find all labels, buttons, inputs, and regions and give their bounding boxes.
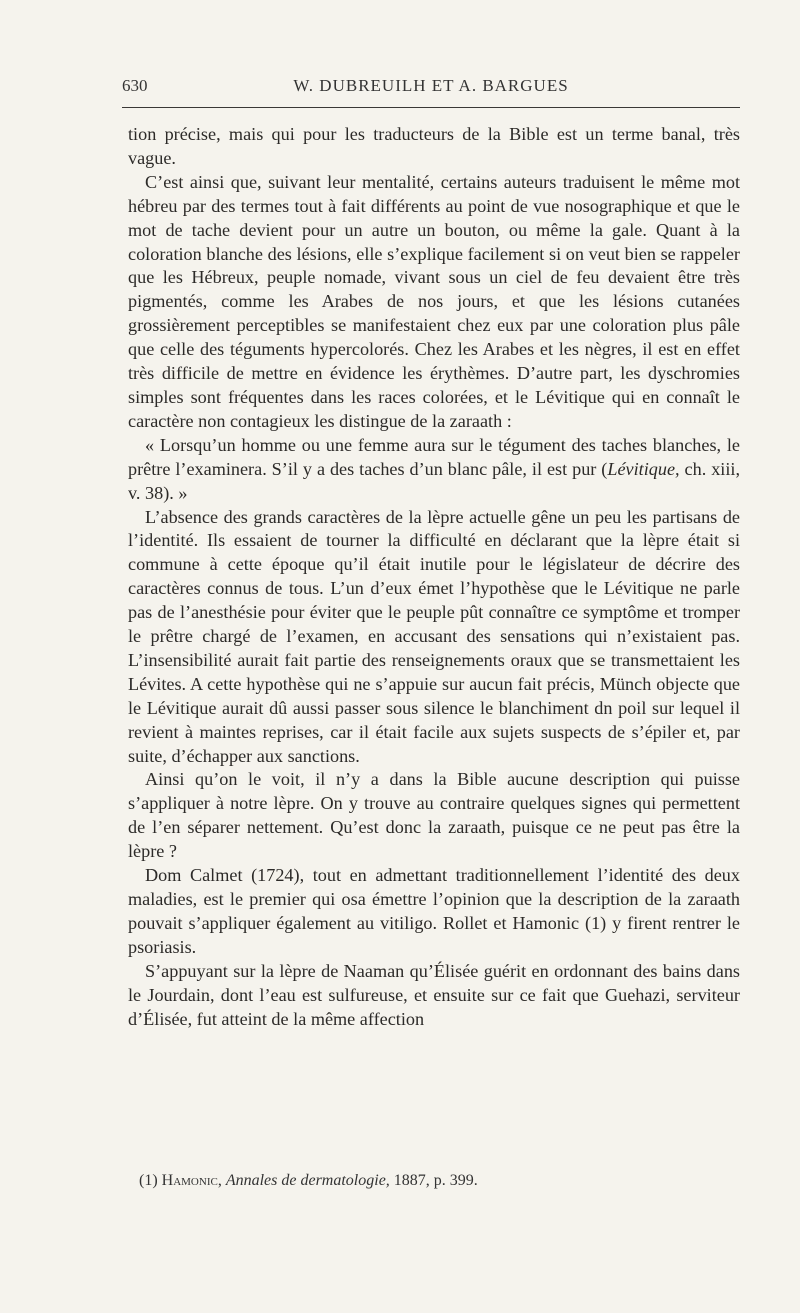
footnote (128, 1172, 740, 1190)
header-rule (122, 107, 740, 108)
page-header (122, 72, 740, 100)
paragraph: tion précise, mais qui pour les traducteurs de la Bible est un terme banal, très vague. (128, 124, 740, 168)
footnote-title: Annales de dermatologie, (225, 1172, 390, 1189)
paragraph-quotation (128, 434, 740, 506)
paragraph: Ainsi qu’on le voit, il n’y a dans la Bible aucune description qui puisse s’appliquer à notre lèpre. On y trouve au contraire quelques signes qui permettent de l’en séparer nettement. Qu’est donc la zaraath, puisque ce ne peut pas être la lèpre ? (128, 769, 740, 862)
footnote-author: Hamonic, (161, 1172, 222, 1189)
running-head: W. DUBREUILH ET A. BARGUES (293, 76, 569, 95)
footnote-details: 1887, p. 399. (393, 1172, 478, 1189)
quotation-ref: ch. xiii, v. 38). » (128, 458, 740, 503)
paragraph: C’est ainsi que, suivant leur mentalité, certains auteurs traduisent le même mot hébreu par des termes tout à fait différents au point de vue nosographique et que le mot de tache devient pour un autre un bouton, ou même la gale. Quant à la coloration blanche des lésions, elle s’explique facilement si on veut bien se rappeler que les Hébreux, peuple nomade, vivant sous un ciel de feu devaient être très pigmentés, comme les Arabes de nos jours, et que les lésions cutanées grossièrement perceptibles se manifestaient chez eux par une coloration plus pâle que celle des téguments hypercolorés. Chez les Arabes et les nègres, il est en effet très difficile de mettre en évidence les érythèmes. D’autre part, les dyschromies simples sont fréquentes dans les races colorées, et le Lévitique qui en connaît le caractère non contagieux les distingue de la zaraath : (128, 171, 740, 431)
footnote-marker: (1) (139, 1172, 158, 1189)
page-number: 630 (122, 76, 148, 95)
footnotes (128, 1172, 740, 1190)
paragraph: S’appuyant sur la lèpre de Naaman qu’Élisée guérit en ordonnant des bains dans le Jourdain, dont l’eau est sulfureuse, et ensuite sur ce fait que Guehazi, serviteur d’Élisée, fut atteint de la même affection (128, 960, 740, 1029)
citation-title: Lévitique, (607, 458, 680, 479)
quotation-text: « Lorsqu’un homme ou une femme aura sur le tégument des taches blanches, le prêtre l’examinera. S’il y a des taches d’un blanc pâle, il est pur ( (128, 434, 740, 479)
paragraph: L’absence des grands caractères de la lèpre actuelle gêne un peu les partisans de l’identité. Ils essaient de tourner la difficulté en déclarant que la lèpre était si commune à cette époque qu’il était inutile pour le législateur de décrire des caractères connus de tous. L’un d’eux émet l’hypothèse que le Lévitique ne parle pas de l’anesthésie pour éviter que le peuple pût connaître ce symptôme et tromper le prêtre chargé de l’examen, en accusant des sensations qui n’existaient pas. L’insensibilité aurait fait partie des renseignements oraux que se transmettaient les Lévites. A cette hypothèse qui ne s’appuie sur aucun fait précis, Münch objecte que le Lévitique aurait dû aussi passer sous silence le blanchiment dn poil sur lequel il revient à maintes reprises, car il était facile aux sujets suspects de s’épiler et, par suite, d’échapper aux sanctions. (128, 506, 740, 766)
paragraph: Dom Calmet (1724), tout en admettant traditionnellement l’identité des deux maladies, est le premier qui osa émettre l’opinion que la description de la zaraath pouvait s’appliquer également au vitiligo. Rollet et Hamonic (1) y firent rentrer le psoriasis. (128, 865, 740, 957)
body-text (128, 123, 740, 1031)
